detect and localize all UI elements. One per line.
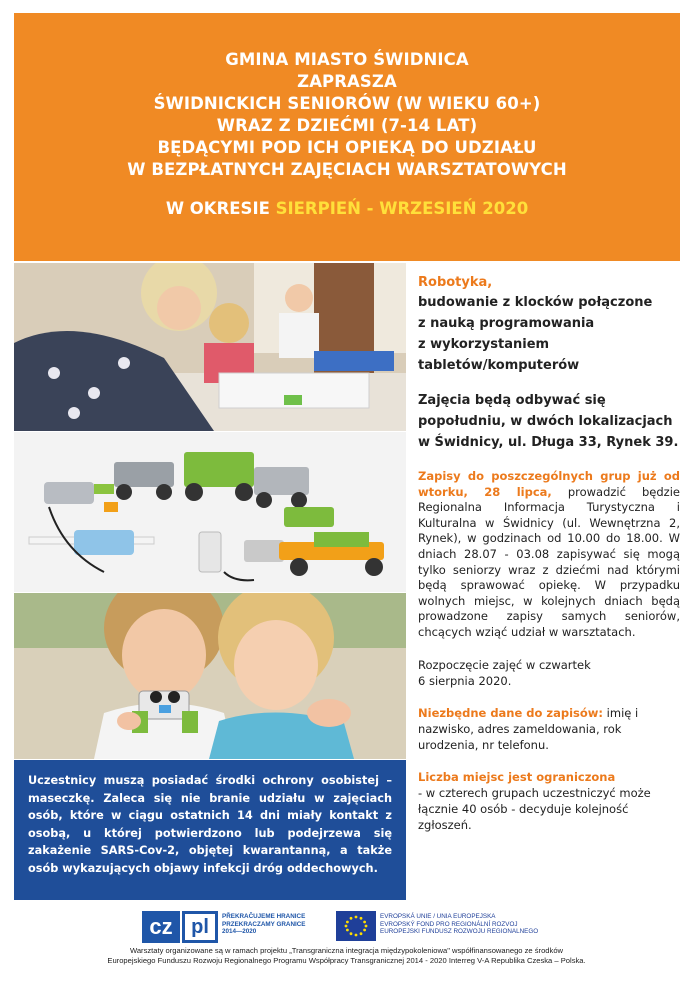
photo-lego-models-illustration: [14, 432, 406, 592]
eu-flag-icon: [336, 911, 376, 941]
location-info: [418, 390, 680, 453]
photo-children-robotics-illustration: [14, 263, 406, 431]
location-line: popołudniu, w dwóch lokalizacjach: [418, 414, 673, 429]
header-line: W BEZPŁATNYCH ZAJĘCIACH WARSZTATOWYCH: [127, 160, 567, 179]
robotics-description-line: tabletów/komputerów: [418, 358, 580, 373]
header-line: WRAZ Z DZIEĆMI (7-14 LAT): [216, 116, 478, 135]
logo-strip: [0, 907, 693, 951]
safety-notice-text: Uczestnicy muszą posiadać środki ochrony osobistej – maseczkę. Zaleca się nie branie udziału w zajęciach osób, które w ciągu ostatnich 14 dni miały kontakt z osobą, u której potwierdzono lub podejrzewa się zakażenie SARS-Cov-2, objętej kwarantanną, a także osób wykazujących objawy infekcji dróg oddechowych.: [28, 774, 392, 875]
eu-stars-icon: [336, 911, 376, 941]
footer-line: Europejskiego Funduszu Rozwoju Regionalnego Programu Współpracy Transgranicznej 2014 - 2020 Interreg V-A Republika Czeska – Polska.: [107, 956, 586, 965]
czpl-tagline-line: PŘEKRAČUJEME HRANICE: [222, 913, 306, 920]
location-line: Zajęcia będą odbywać się: [418, 393, 606, 408]
info-column: [418, 270, 680, 833]
start-line: Rozpoczęcie zajęć w czwartek: [418, 657, 591, 672]
required-data-info: [418, 705, 680, 753]
header-line: BĘDĄCYMI POD ICH OPIEKĄ DO UDZIAŁU: [157, 138, 537, 157]
start-date-info: [418, 657, 680, 689]
header-line: ZAPRASZA: [297, 72, 397, 91]
czpl-tagline-line: PRZEKRACZAMY GRANICE: [222, 920, 306, 928]
eu-fund-line: EUROPEJSKI FUNDUSZ ROZWOJU REGIONALNEGO: [380, 928, 539, 936]
header-banner: [14, 13, 680, 261]
photo-girls-with-robot: [14, 593, 406, 759]
czpl-tagline-line: 2014—2020: [222, 928, 257, 936]
signup-text: prowadzić będzie Regionalna Informacja Turystyczna i Kulturalna w Świdnicy (ul. Wewnętrzna 2, Rynek), w godzinach od 10.00 do 18.00. W dniach 28.07 - 03.08 zapisywać się mogą tylko seniorzy wraz z dziećmi nad którymi będą sprawować opiekę. W przypadku wolnych miejsc, w kolejnych dniach będą prowadzone zapisy samych seniorów, chcących wziąć udział w warsztatach.: [418, 484, 680, 639]
eu-fund-text: [380, 913, 538, 936]
czpl-logo-cz: cz: [142, 911, 180, 943]
signup-highlight: Zapisy do poszczególnych grup już od wtorku, 28 lipca,: [418, 469, 680, 499]
photo-girls-with-robot-illustration: [14, 593, 406, 759]
safety-notice: [14, 760, 406, 900]
czpl-tagline: [222, 913, 306, 936]
required-data-highlight: Niezbędne dane do zapisów:: [418, 705, 604, 720]
czpl-logo-pl: pl: [182, 911, 218, 943]
location-line: w Świdnicy, ul. Długa 33, Rynek 39.: [418, 435, 679, 450]
places-limit-info: [418, 769, 680, 833]
robotics-description: [418, 292, 680, 376]
footer-note: [0, 946, 693, 966]
required-data-text: imię i nazwisko, adres zameldowania, rok urodzenia, nr telefonu.: [418, 705, 639, 752]
signup-info: [418, 469, 680, 641]
header-title: [14, 13, 680, 181]
robotics-description-line: z wykorzystaniem: [418, 337, 550, 352]
period-prefix: W OKRESIE: [165, 199, 276, 218]
eu-fund-line: EVROPSKÁ UNIE / UNIA EUROPEJSKA: [380, 913, 496, 920]
header-line: GMINA MIASTO ŚWIDNICA: [225, 50, 469, 69]
period-highlight: SIERPIEŃ - WRZESIEŃ 2020: [275, 199, 529, 218]
robotics-description-line: budowanie z klocków połączone: [418, 295, 653, 310]
photo-children-robotics: [14, 263, 406, 431]
robotics-description-line: z nauką programowania: [418, 316, 595, 331]
header-period: [14, 198, 680, 220]
footer-line: Warsztaty organizowane są w ramach projektu „Transgraniczna integracja międzypokoleniowa" współfinansowanego ze środków: [129, 946, 564, 955]
czpl-logo: [142, 911, 218, 943]
start-line: 6 sierpnia 2020.: [418, 673, 512, 688]
photo-lego-models: [14, 432, 406, 592]
places-limit-highlight: Liczba miejsc jest ograniczona: [418, 769, 616, 784]
header-line: ŚWIDNICKICH SENIORÓW (W WIEKU 60+): [153, 94, 541, 113]
eu-fund-line: EVROPSKÝ FOND PRO REGIONÁLNÍ ROZVOJ: [380, 920, 518, 928]
places-limit-text: - w czterech grupach uczestniczyć może łącznie 40 osób - decyduje kolejność zgłoszeń.: [418, 785, 651, 832]
robotics-title: Robotyka,: [418, 275, 493, 290]
